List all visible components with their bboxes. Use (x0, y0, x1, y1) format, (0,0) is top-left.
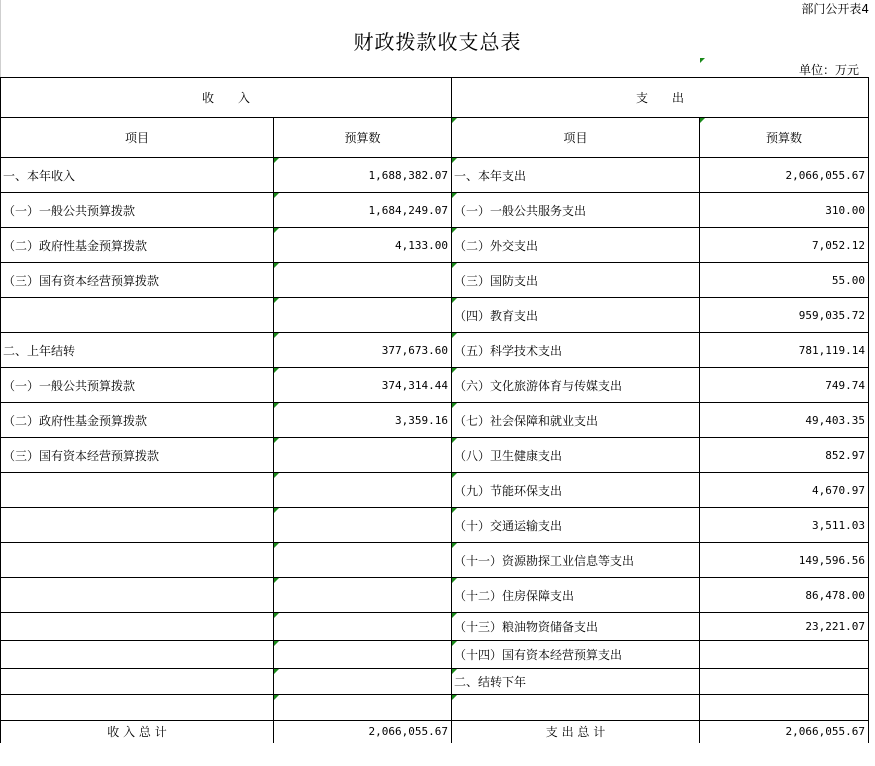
table-row (1, 613, 869, 641)
income-value-cell: 374,314.44 (274, 368, 452, 403)
expense-value-cell (700, 669, 869, 695)
income-value-cell: 377,673.60 (274, 333, 452, 368)
table-row (1, 508, 869, 543)
income-value-cell (274, 669, 452, 695)
income-value-cell (274, 298, 452, 333)
income-value-cell: 3,359.16 (274, 403, 452, 438)
expense-value-cell: 149,596.56 (700, 543, 869, 578)
income-value-cell (274, 473, 452, 508)
income-item-cell (1, 508, 274, 543)
income-item-cell (1, 641, 274, 669)
group-header-row (1, 78, 869, 118)
expense-value-cell (700, 695, 869, 721)
income-value-cell (274, 438, 452, 473)
expense-value-cell: 7,052.12 (700, 228, 869, 263)
table-row (1, 298, 869, 333)
expense-item-cell: （七）社会保障和就业支出 (452, 403, 700, 438)
expense-value-cell: 749.74 (700, 368, 869, 403)
expense-group-header: 支 出 (452, 78, 869, 118)
column-header-row (1, 118, 869, 158)
cell-marker (700, 58, 705, 63)
income-item-cell (1, 613, 274, 641)
expense-item-cell: （十一）资源勘探工业信息等支出 (452, 543, 700, 578)
table-row (1, 228, 869, 263)
income-value-cell (274, 641, 452, 669)
expense-item-cell: （八）卫生健康支出 (452, 438, 700, 473)
expense-item-cell: （十四）国有资本经营预算支出 (452, 641, 700, 669)
income-item-cell (1, 543, 274, 578)
table-row (1, 695, 869, 721)
income-value-cell: 4,133.00 (274, 228, 452, 263)
income-item-cell: （一）一般公共预算拨款 (1, 368, 274, 403)
expense-budget-header: 预算数 (700, 118, 869, 158)
expense-item-cell: 一、本年支出 (452, 158, 700, 193)
income-value-cell (274, 578, 452, 613)
income-item-cell (1, 695, 274, 721)
expense-value-cell: 959,035.72 (700, 298, 869, 333)
income-total-label: 收 入 总 计 (1, 721, 274, 743)
expense-value-cell: 4,670.97 (700, 473, 869, 508)
page-title: 财政拨款收支总表 (353, 30, 522, 54)
income-budget-header: 预算数 (274, 118, 452, 158)
table-row (1, 158, 869, 193)
income-value-cell: 1,688,382.07 (274, 158, 452, 193)
table-row (1, 578, 869, 613)
table-row (1, 333, 869, 368)
income-item-cell: 二、上年结转 (1, 333, 274, 368)
expense-item-cell: （四）教育支出 (452, 298, 700, 333)
income-item-cell: 一、本年收入 (1, 158, 274, 193)
expense-item-cell: （二）外交支出 (452, 228, 700, 263)
expense-item-cell: （十三）粮油物资储备支出 (452, 613, 700, 641)
expense-item-cell: （五）科学技术支出 (452, 333, 700, 368)
income-value-cell: 1,684,249.07 (274, 193, 452, 228)
expense-item-cell: 二、结转下年 (452, 669, 700, 695)
income-total-value: 2,066,055.67 (274, 721, 452, 743)
expense-item-cell: （九）节能环保支出 (452, 473, 700, 508)
table-row (1, 669, 869, 695)
income-item-cell (1, 298, 274, 333)
income-item-cell (1, 578, 274, 613)
expense-item-cell: （十二）住房保障支出 (452, 578, 700, 613)
unit-label: 单位：万元 (798, 63, 859, 77)
expense-value-cell: 852.97 (700, 438, 869, 473)
expense-value-cell: 49,403.35 (700, 403, 869, 438)
expense-value-cell: 310.00 (700, 193, 869, 228)
expense-item-cell: （六）文化旅游体育与传媒支出 (452, 368, 700, 403)
income-item-cell: （一）一般公共预算拨款 (1, 193, 274, 228)
form-tag: 部门公开表4 (801, 2, 869, 16)
table-row (1, 193, 869, 228)
expense-item-cell (452, 695, 700, 721)
expense-value-cell: 3,511.03 (700, 508, 869, 543)
expense-item-cell: （一）一般公共服务支出 (452, 193, 700, 228)
income-value-cell (274, 613, 452, 641)
expense-total-label: 支 出 总 计 (452, 721, 700, 743)
table-row (1, 473, 869, 508)
table-row (1, 368, 869, 403)
income-group-header: 收 入 (1, 78, 452, 118)
expense-value-cell: 23,221.07 (700, 613, 869, 641)
expense-item-cell: （十）交通运输支出 (452, 508, 700, 543)
expense-item-cell: （三）国防支出 (452, 263, 700, 298)
expense-total-value: 2,066,055.67 (700, 721, 869, 743)
income-value-cell (274, 508, 452, 543)
income-item-cell: （二）政府性基金预算拨款 (1, 403, 274, 438)
income-value-cell (274, 543, 452, 578)
budget-table (0, 77, 869, 743)
expense-item-header: 项目 (452, 118, 700, 158)
expense-value-cell: 86,478.00 (700, 578, 869, 613)
income-value-cell (274, 263, 452, 298)
income-item-header: 项目 (1, 118, 274, 158)
table-row (1, 438, 869, 473)
income-value-cell (274, 695, 452, 721)
table-row (1, 403, 869, 438)
table-row (1, 263, 869, 298)
income-item-cell: （三）国有资本经营预算拨款 (1, 438, 274, 473)
table-row (1, 543, 869, 578)
table-row (1, 641, 869, 669)
expense-value-cell: 781,119.14 (700, 333, 869, 368)
expense-value-cell: 55.00 (700, 263, 869, 298)
expense-value-cell (700, 641, 869, 669)
income-item-cell: （二）政府性基金预算拨款 (1, 228, 274, 263)
totals-row (1, 721, 869, 743)
income-item-cell: （三）国有资本经营预算拨款 (1, 263, 274, 298)
income-item-cell (1, 473, 274, 508)
expense-value-cell: 2,066,055.67 (700, 158, 869, 193)
income-item-cell (1, 669, 274, 695)
